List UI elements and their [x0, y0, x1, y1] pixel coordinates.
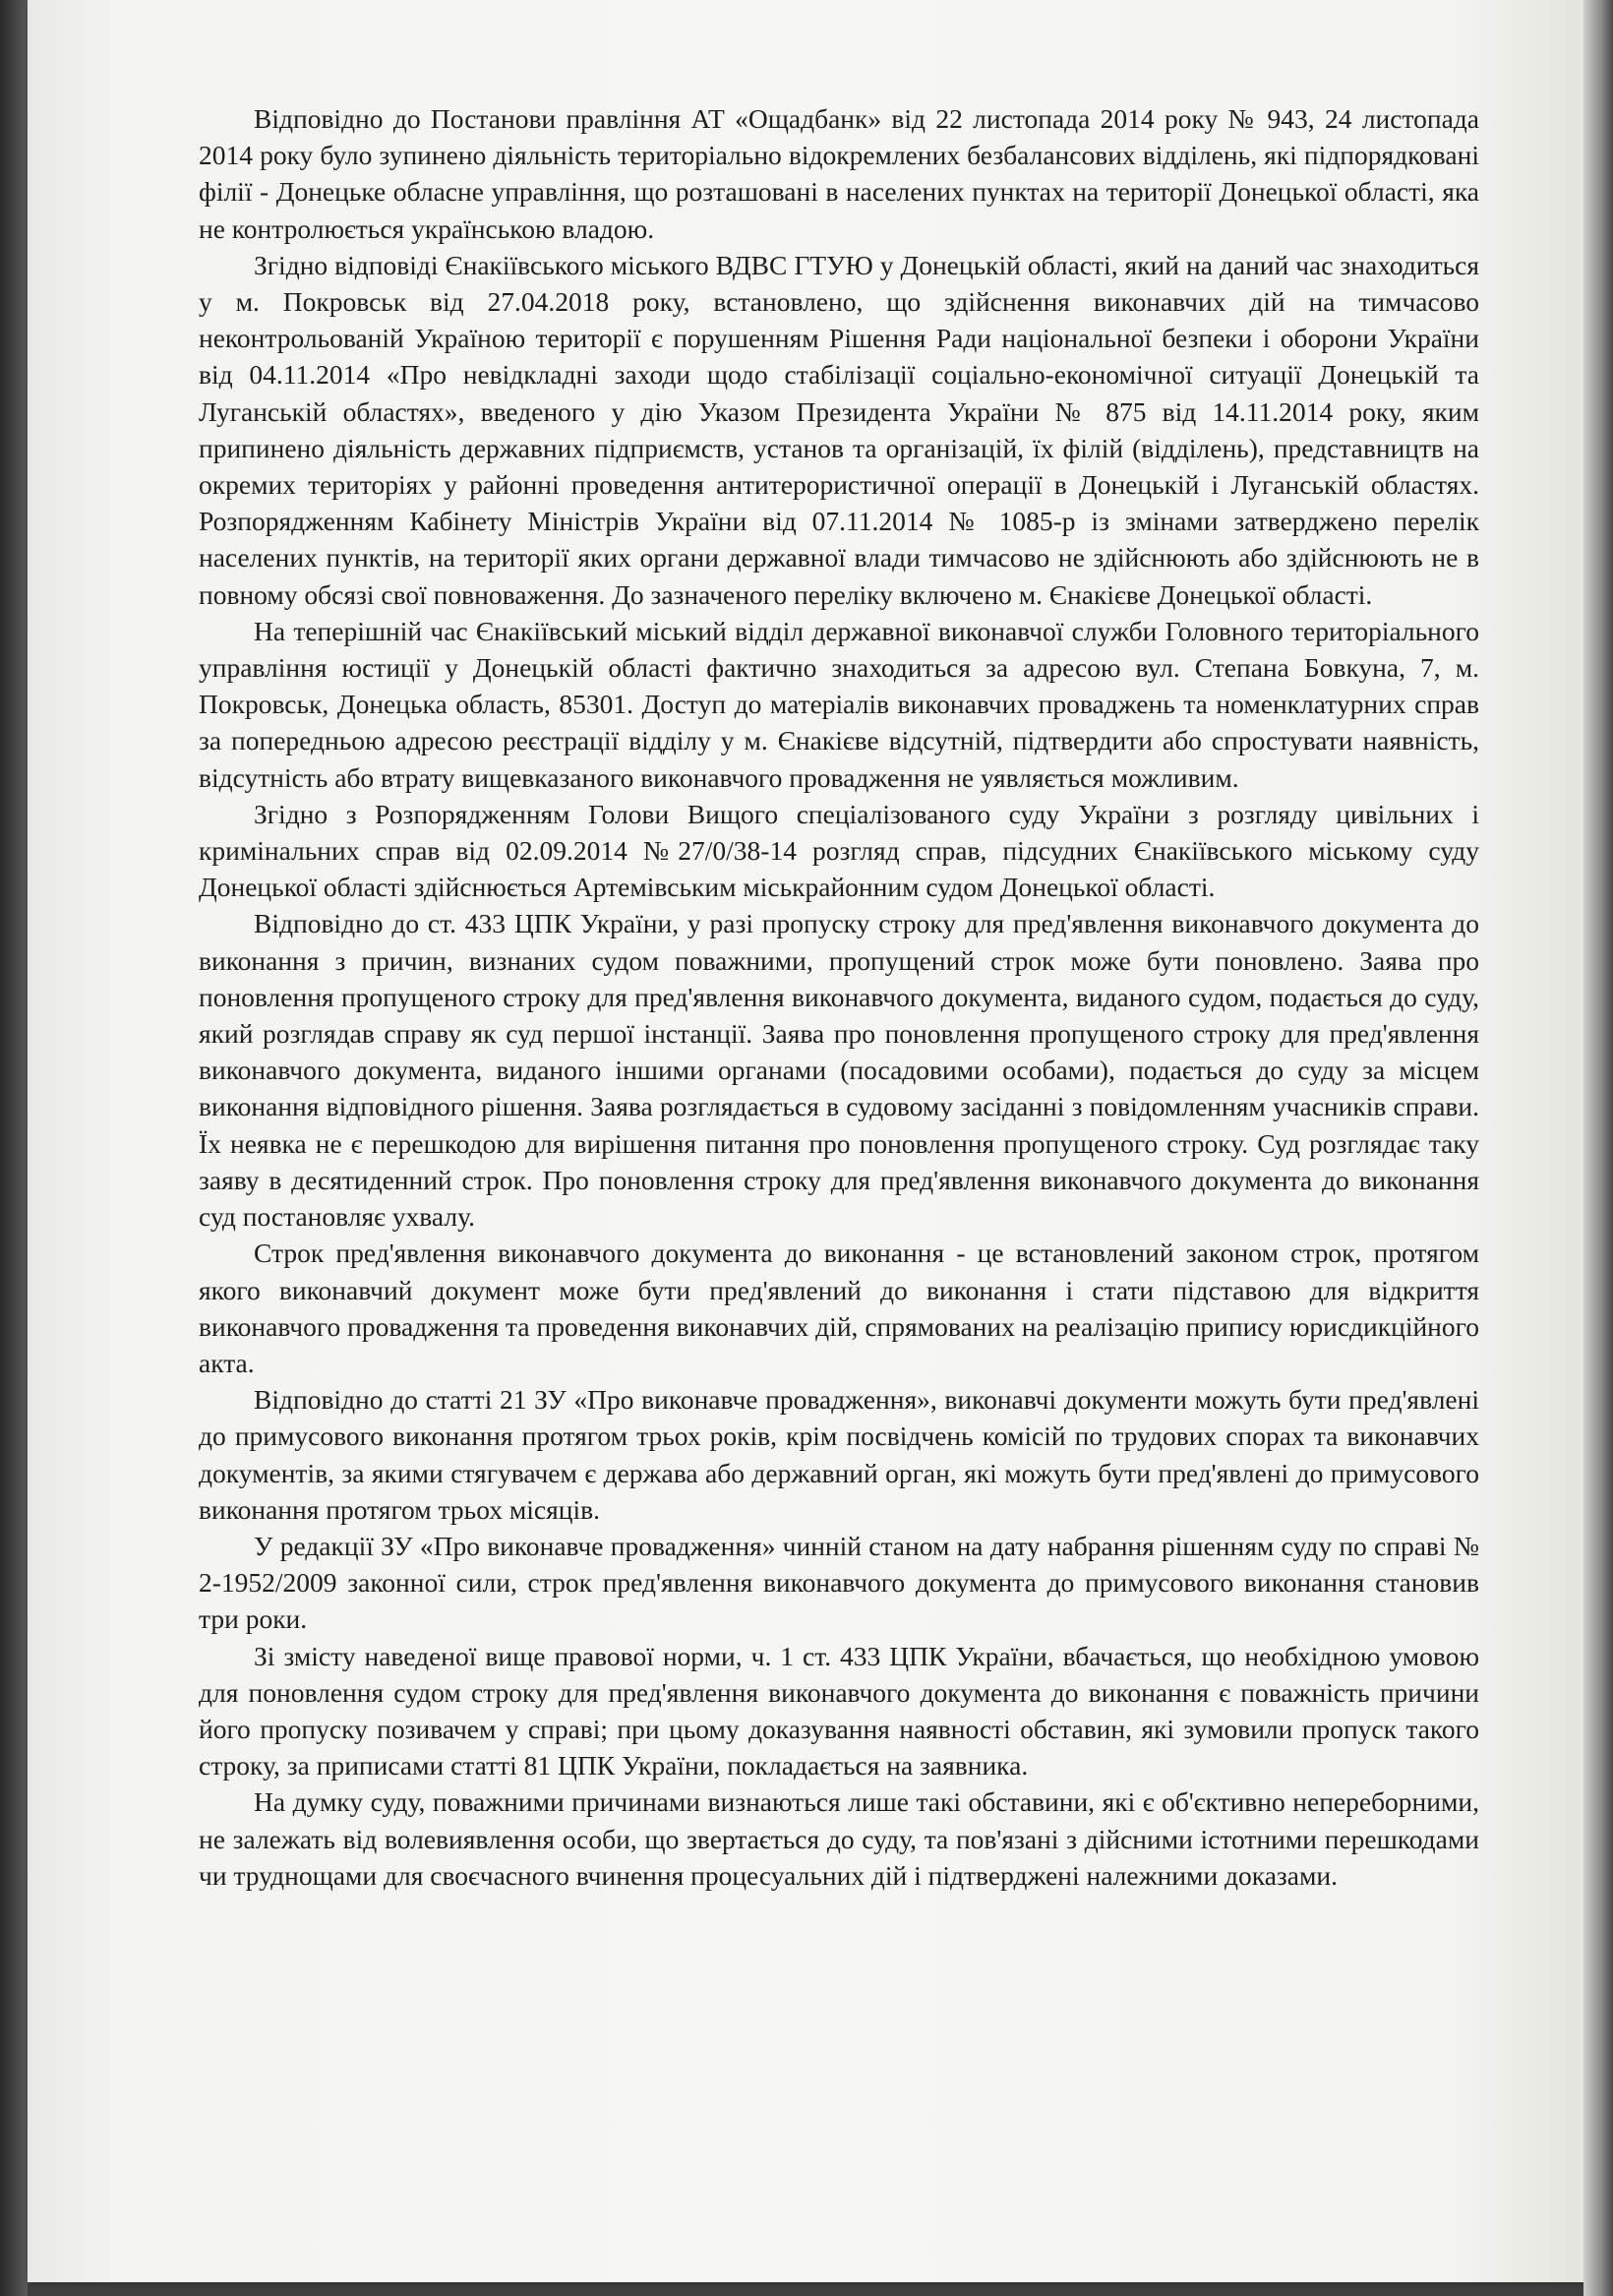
paragraph-court-jurisdiction: Згідно з Розпорядженням Голови Вищого спеціалізованого суду України з розгляду цивільних і кримінальних справ від 02.09.2014 №27/0/38-14 розгляд справ, підсудних Єнакіївського міському суду Донецької області здійснюється Артемівським міськрайонним судом Донецької області.: [199, 798, 1479, 903]
paragraph-law-edition: У редакції ЗУ «Про виконавче провадження» чинній станом на дату набрання рішенням суду по справі № 2-1952/2009 законної сили, строк пред'явлення виконавчого документа до примусового виконання становив три роки.: [199, 1530, 1479, 1635]
paragraph-oshchadbank-resolution: Відповідно до Постанови правління АТ «Ощадбанк» від 22 листопада 2014 року № 943, 24 листопада 2014 року було зупинено діяльність територіально відокремлених безбалансових відділень, які підпорядковані філії - Донецьке обласне управління, що розташовані в населених пунктах на території Донецької області, яка не контролюється українською владою.: [199, 103, 1479, 244]
paragraph-term-definition: Строк пред'явлення виконавчого документа до виконання - це встановлений законом строк, протягом якого виконавчий документ може бути пред'явлений до виконання і стати підставою для відкриття виконавчого провадження та проведення виконавчих дій, спрямованих на реалізацію припису юрисдикційного акта.: [199, 1238, 1479, 1378]
paragraph-legal-norm-content: Зі змісту наведеної вище правової норми, ч. 1 ст. 433 ЦПК України, вбачається, що необхідною умовою для поновлення судом строку для пред'явлення виконавчого документа до виконання є поважність причини його пропуску позивачем у справі; при цьому доказування наявності обставин, які зумовили пропуск такого строку, за приписами статті 81 ЦПК України, покладається на заявника.: [199, 1640, 1479, 1782]
paragraph-current-address: На теперішній час Єнакіївський міський відділ державної виконавчої служби Головного територіального управління юстиції у Донецькій області фактично знаходиться за адресою вул. Степана Бовкуна, 7, м. Покровськ, Донецька область, 85301. Доступ до матеріалів виконавчих проваджень та номенклатурних справ за попередньою адресою реєстрації відділу у м. Єнакієве відсутній, підтвердити або спростувати наявність, відсутність або втрату вищевказаного виконавчого провадження не уявляється можливим.: [199, 615, 1479, 793]
paragraph-valid-reasons: На думку суду, поважними причинами визнаються лише такі обставини, які є об'єктивно непереборними, не залежать від волевиявлення особи, що звертається до суду, та пов'язані з дійсними істотними перешкодами чи труднощами для своєчасного вчинення процесуальних дій і підтверджені належними доказами.: [199, 1786, 1479, 1891]
paragraph-yenakiieve-vdvs-response: Згідно відповіді Єнакіївського міського ВДВС ГТУЮ у Донецькій області, який на даний час знаходиться у м. Покровськ від 27.04.2018 року, встановлено, що здійснення виконавчих дій на тимчасово неконтрольованій Україною території є порушенням Рішення Ради національної безпеки і оборони України від 04.11.2014 «Про невідкладні заходи щодо стабілізації соціально-економічної ситуації Донецькій та Луганській областях», введеного у дію Указом Президента України № 875 від 14.11.2014 року, яким припинено діяльність державних підприємств, установ та організацій, їх філій (відділень), представництв на окремих територіях у районні проведення антитерористичної операції в Донецькій і Луганській областях. Розпорядженням Кабінету Міністрів України від 07.11.2014 № 1085-р із змінами затверджено перелік населених пунктів, на території яких органи державної влади тимчасово не здійснюють або здійснюють не в повному обсязі свої повноваження. До зазначеного переліку включено м. Єнакієве Донецької області.: [199, 249, 1479, 610]
scan-dark-margin-left: [0, 0, 28, 2296]
scan-page-edge-right: [1583, 0, 1613, 2296]
document-body: [199, 100, 1479, 1894]
paragraph-article-433: Відповідно до ст. 433 ЦПК України, у разі пропуску строку для пред'явлення виконавчого документа до виконання з причин, визнаних судом поважними, пропущений строк може бути поновлено. Заява про поновлення пропущеного строку для пред'явлення виконавчого документа, виданого судом, подається до суду, який розглядав справу як суд першої інстанції. Заява про поновлення пропущеного строку для пред'явлення виконавчого документа, виданого іншими органами (посадовими особами), подається до суду за місцем виконання відповідного рішення. Заява розглядається в судовому засіданні з повідомленням учасників справи. Їх неявка не є перешкодою для вирішення питання про поновлення пропущеного строку. Суд розглядає таку заяву в десятиденний строк. Про поновлення строку для пред'явлення виконавчого документа до виконання суд постановляє ухвалу.: [199, 908, 1479, 1233]
paragraph-article-21: Відповідно до статті 21 ЗУ «Про виконавче провадження», виконавчі документи можуть бути пред'явлені до примусового виконання протягом трьох років, крім посвідчень комісій по трудових спорах та виконавчих документів, за якими стягувачем є держава або державний орган, які можуть бути пред'явлені до примусового виконання протягом трьох місяців.: [199, 1384, 1479, 1525]
